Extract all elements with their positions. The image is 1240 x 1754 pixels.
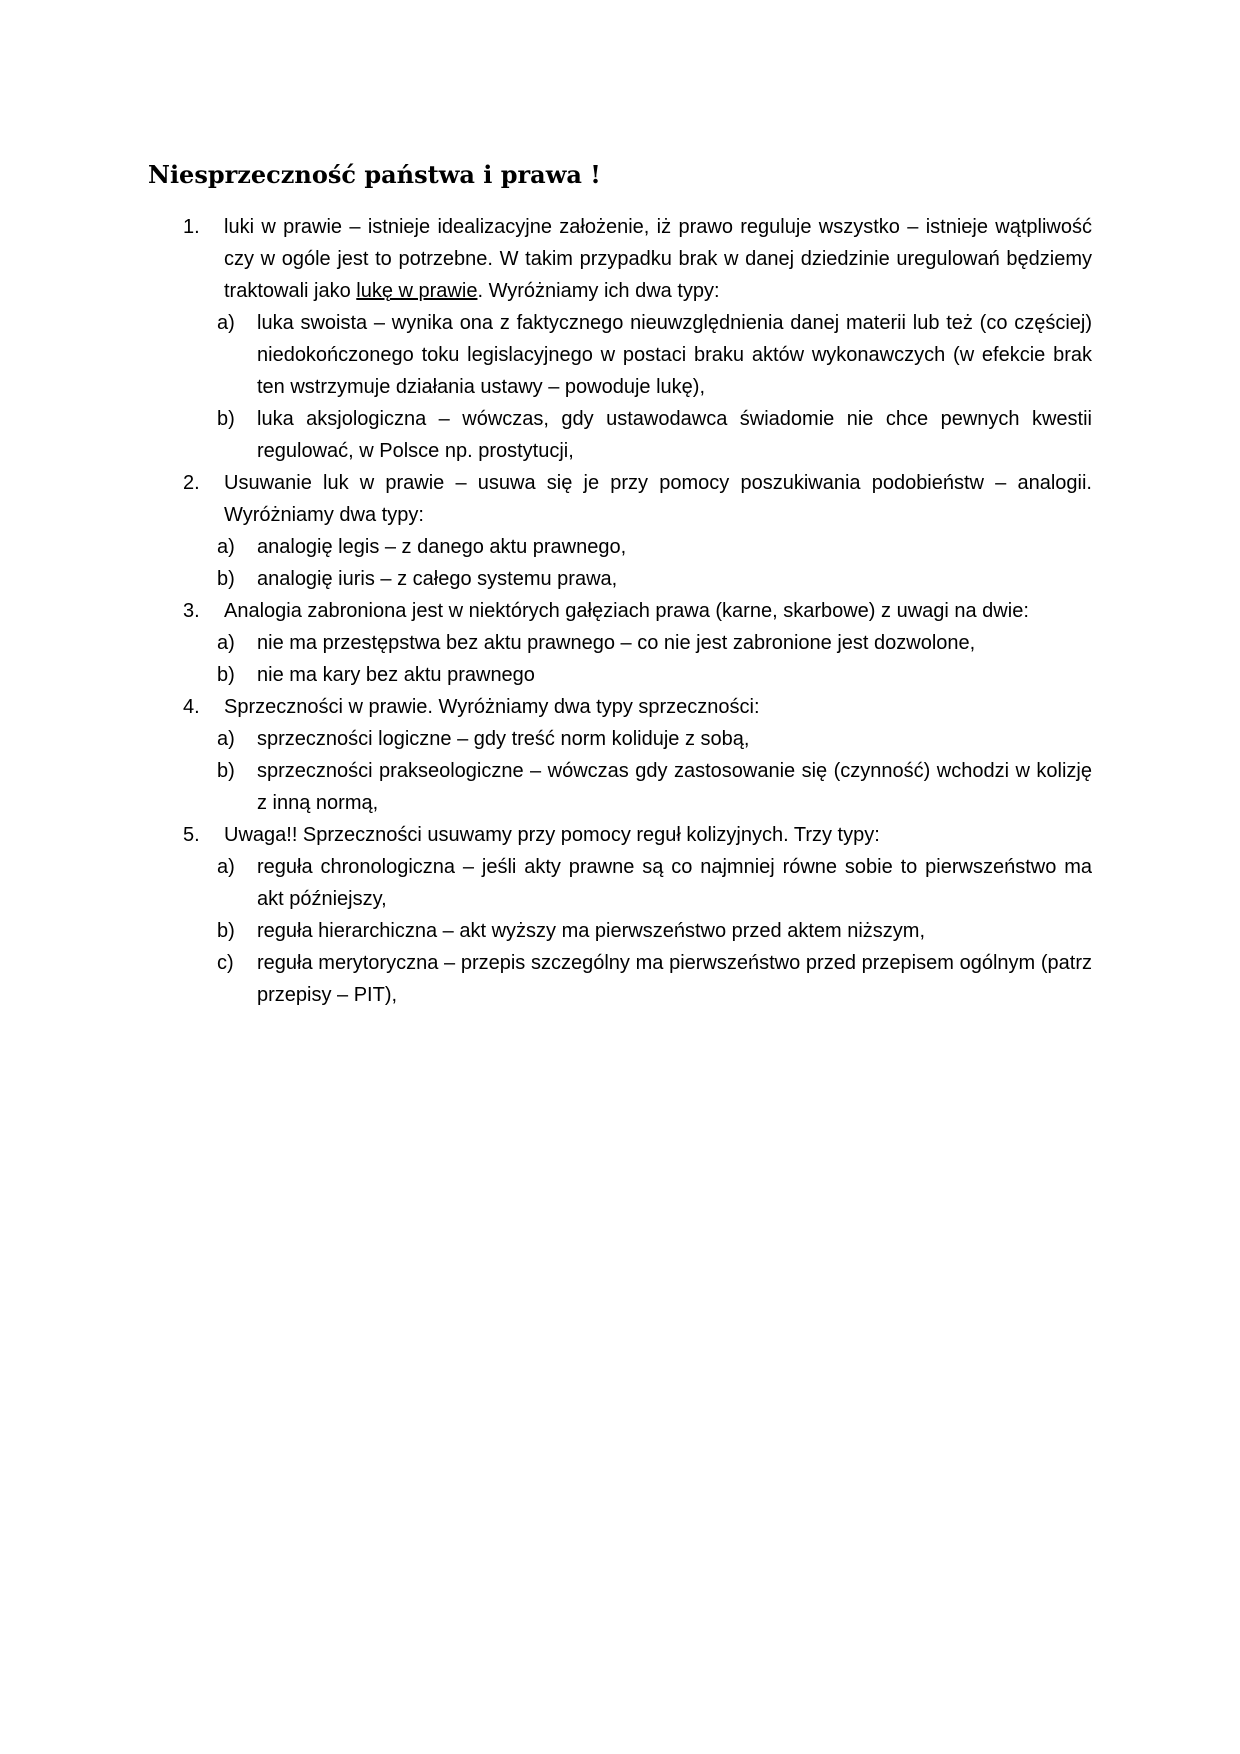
underlined-term: lukę w prawie xyxy=(356,280,478,302)
sub-item-text: nie ma przestępstwa bez aktu prawnego – co nie jest zabronione jest dozwolone, xyxy=(257,632,976,654)
list-item-4 xyxy=(183,691,1092,723)
sub-item-4b xyxy=(217,755,1092,819)
sub-item-5b xyxy=(217,915,1092,947)
document-body xyxy=(183,211,1092,1011)
sub-item-2b xyxy=(217,563,1092,595)
sub-item-text: analogię legis – z danego aktu prawnego, xyxy=(257,536,627,558)
sub-item-3b xyxy=(217,659,1092,691)
sub-letter: b) xyxy=(217,664,235,686)
sub-letter: b) xyxy=(217,760,235,782)
list-item-3 xyxy=(183,595,1092,627)
sub-item-2a xyxy=(217,531,1092,563)
list-item-1 xyxy=(183,211,1092,307)
document-title: Niesprzeczność państwa i prawa ! xyxy=(148,160,601,189)
sub-item-5a xyxy=(217,851,1092,915)
sub-item-1b xyxy=(217,403,1092,467)
sub-letter: a) xyxy=(217,312,235,334)
list-item-text xyxy=(224,211,1092,307)
list-number: 5. xyxy=(183,824,200,846)
sub-item-text: sprzeczności logiczne – gdy treść norm koliduje z sobą, xyxy=(257,728,750,750)
sub-item-text: luka aksjologiczna – wówczas, gdy ustawodawca świadomie nie chce pewnych kwestii regulować, w Polsce np. prostytucji, xyxy=(257,408,1092,462)
sub-item-1a xyxy=(217,307,1092,403)
sub-letter: b) xyxy=(217,920,235,942)
sub-item-text: sprzeczności prakseologiczne – wówczas gdy zastosowanie się (czynność) wchodzi w kolizję z inną normą, xyxy=(257,760,1092,814)
sub-item-4a xyxy=(217,723,1092,755)
sub-item-3a xyxy=(217,627,1092,659)
list-item-5 xyxy=(183,819,1092,851)
sub-letter: a) xyxy=(217,856,235,878)
sub-letter: b) xyxy=(217,408,235,430)
text-segment: . Wyróżniamy ich dwa typy: xyxy=(477,280,720,302)
sub-item-text: nie ma kary bez aktu prawnego xyxy=(257,664,535,686)
list-number: 3. xyxy=(183,600,200,622)
sub-item-text: analogię iuris – z całego systemu prawa, xyxy=(257,568,618,590)
sub-item-text: reguła hierarchiczna – akt wyższy ma pierwszeństwo przed aktem niższym, xyxy=(257,920,926,942)
list-number: 2. xyxy=(183,472,200,494)
list-item-text: Analogia zabroniona jest w niektórych gałęziach prawa (karne, skarbowe) z uwagi na dwie: xyxy=(224,600,1029,622)
sub-letter: b) xyxy=(217,568,235,590)
list-number: 1. xyxy=(183,216,200,238)
list-number: 4. xyxy=(183,696,200,718)
list-item-text: Usuwanie luk w prawie – usuwa się je przy pomocy poszukiwania podobieństw – analogii. Wyróżniamy dwa typy: xyxy=(224,472,1092,526)
list-item-text: Uwaga!! Sprzeczności usuwamy przy pomocy reguł kolizyjnych. Trzy typy: xyxy=(224,824,880,846)
sub-letter: a) xyxy=(217,728,235,750)
sub-item-text: luka swoista – wynika ona z faktycznego nieuwzględnienia danej materii lub też (co częściej) niedokończonego toku legislacyjnego w postaci braku aktów wykonawczych (w efekcie brak ten wstrzymuje działania ustawy – powoduje lukę), xyxy=(257,312,1092,398)
sub-letter: a) xyxy=(217,536,235,558)
sub-item-text: reguła chronologiczna – jeśli akty prawne są co najmniej równe sobie to pierwszeństwo ma akt późniejszy, xyxy=(257,856,1092,910)
sub-letter: c) xyxy=(217,952,234,974)
list-item-2 xyxy=(183,467,1092,531)
sub-letter: a) xyxy=(217,632,235,654)
text-segment: luki w prawie – istnieje idealizacyjne założenie, iż prawo reguluje wszystko – istnieje wątpliwość czy w ogóle jest to potrzebne. W takim przypadku brak w danej dziedzinie uregulowań będziemy traktowali jako xyxy=(224,216,1092,302)
list-item-text: Sprzeczności w prawie. Wyróżniamy dwa typy sprzeczności: xyxy=(224,696,760,718)
sub-item-5c xyxy=(217,947,1092,1011)
sub-item-text: reguła merytoryczna – przepis szczególny ma pierwszeństwo przed przepisem ogólnym (patrz przepisy – PIT), xyxy=(257,952,1092,1006)
